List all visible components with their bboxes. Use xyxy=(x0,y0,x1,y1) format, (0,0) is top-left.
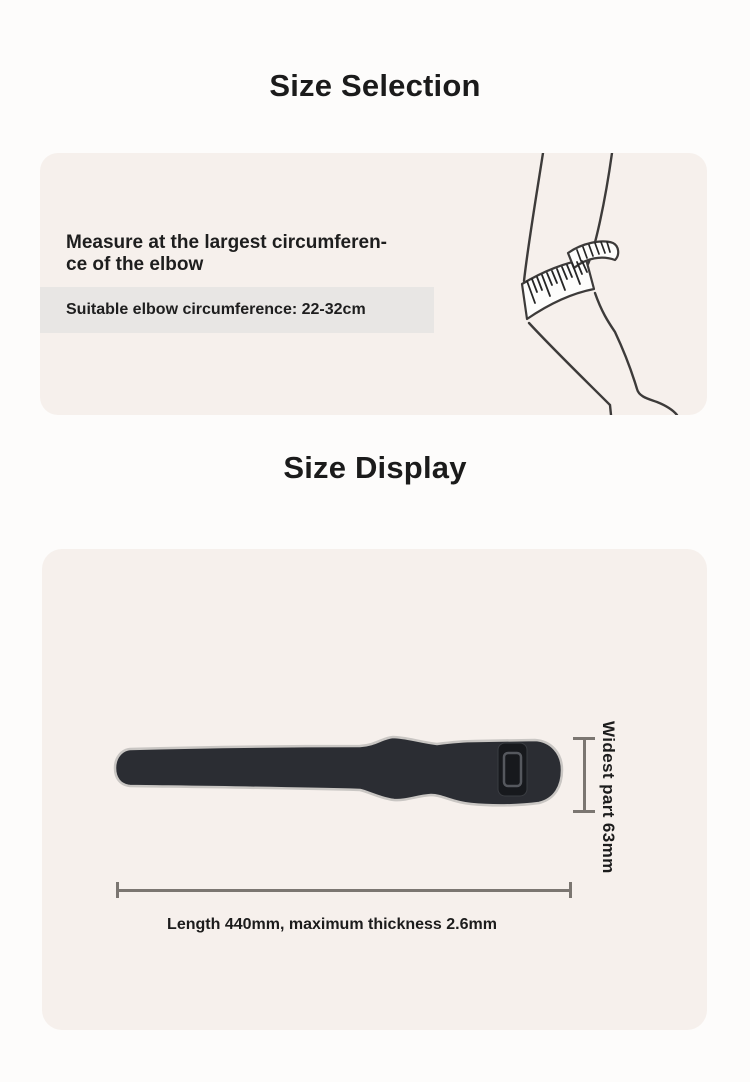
measure-instruction-line2: ce of the elbow xyxy=(66,254,204,275)
suitable-range-bar xyxy=(40,287,434,333)
suitable-range-text: Suitable elbow circumference: 22-32cm xyxy=(66,301,366,318)
measuring-tape xyxy=(522,241,618,319)
length-label: Length 440mm, maximum thickness 2.6mm xyxy=(167,916,497,933)
length-dimension-line xyxy=(116,882,572,898)
measure-instruction xyxy=(66,232,387,276)
arm-with-measuring-tape-illustration xyxy=(498,153,707,415)
widest-dimension-line xyxy=(573,737,595,813)
size-display-card xyxy=(42,549,707,1030)
upper-arm-left-line xyxy=(524,153,543,281)
size-selection-title: Size Selection xyxy=(269,68,481,103)
size-display-title: Size Display xyxy=(283,450,467,485)
measure-instruction-line1: Measure at the largest circumferen- xyxy=(66,232,388,253)
size-selection-card xyxy=(40,153,707,415)
forearm-left-line xyxy=(529,323,611,415)
widest-part-label: Widest part 63mm xyxy=(599,721,618,874)
strap-body xyxy=(115,737,562,805)
forearm-right-line xyxy=(595,293,677,415)
strap-buckle xyxy=(498,743,527,796)
elbow-strap-product-image xyxy=(110,712,580,832)
